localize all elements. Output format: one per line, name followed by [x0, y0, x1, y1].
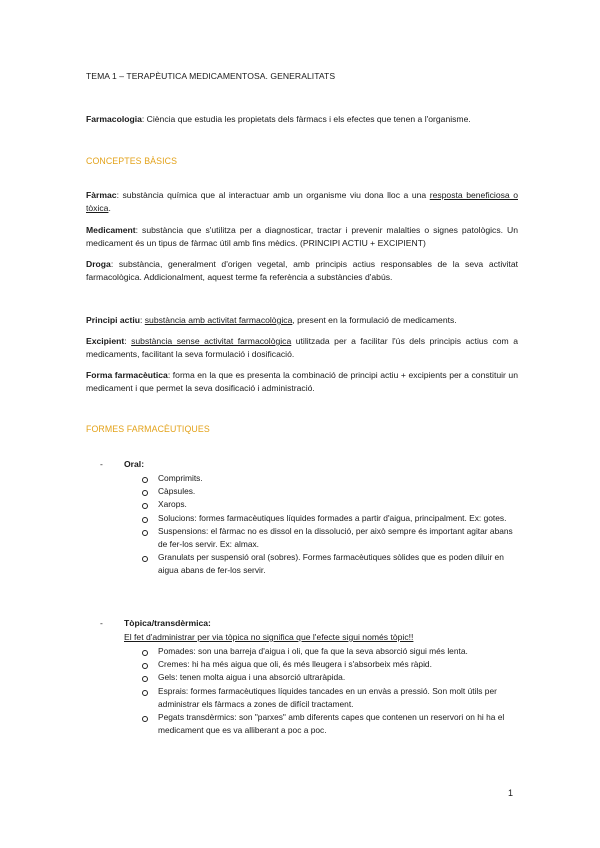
- circle-bullet-icon: [142, 650, 148, 656]
- list-item: Esprais: formes farmacèutiques líquides tancades en un envàs a pressió. Son molt útils per administrar els fàrmacs a zones de difícil tractament.: [146, 685, 516, 711]
- circle-bullet-icon: [142, 716, 148, 722]
- definition-medicament: Medicament: substància que s'utilitza per a diagnosticar, tractar i prevenir malalties o signes patològics. Un medicament és un tipus de fàrmac útil amb fins mèdics. (PRINCIPI ACTIU + EXCIPIENT): [86, 225, 518, 249]
- list-item: Solucions: formes farmacèutiques líquides formades a partir d'aigua, principalment. Ex: gotes.: [146, 512, 516, 525]
- term-medicament: Medicament: [86, 225, 136, 235]
- term-principi-actiu: Principi actiu: [86, 315, 140, 325]
- term-farmac: Fàrmac: [86, 190, 117, 200]
- definition-droga: Droga: substància, generalment d'origen vegetal, amb principis actius responsables de la seva activitat farmacològica. Addicionalment, aquest terme fa referència a substàncies d'abús.: [86, 259, 518, 283]
- definition-farmac: Fàrmac: substància química que al interactuar amb un organisme viu dona lloc a una resposta beneficiosa o tòxica.: [86, 190, 518, 214]
- document-title: TEMA 1 – TERAPÈUTICA MEDICAMENTOSA. GENERALITATS: [86, 71, 336, 81]
- circle-bullet-icon: [142, 556, 148, 562]
- term-droga: Droga: [86, 259, 111, 269]
- list-item: Suspensions: el fàrmac no es dissol en la dissolució, per això sempre és important agitar abans de fer-los servir. Ex: almax.: [146, 525, 516, 551]
- page-number: 1: [508, 788, 514, 798]
- circle-bullet-icon: [142, 663, 148, 669]
- oral-list: [146, 472, 516, 578]
- circle-bullet-icon: [142, 676, 148, 682]
- list-item: Comprimits.: [146, 472, 516, 485]
- circle-bullet-icon: [142, 490, 148, 496]
- oral-label: Oral:: [124, 459, 145, 469]
- list-item: Càpsules.: [146, 485, 516, 498]
- circle-bullet-icon: [142, 477, 148, 483]
- section-heading-formes: FORMES FARMACÈUTIQUES: [86, 424, 210, 434]
- topica-note: El fet d'administrar per via tòpica no significa que l'efecte sigui només tòpic!!: [124, 632, 414, 642]
- term-forma-farmaceutica: Forma farmacèutica: [86, 370, 168, 380]
- term-excipient: Excipient: [86, 336, 125, 346]
- term-farmacologia: Farmacologia: [86, 114, 142, 124]
- list-item: Pomades: son una barreja d'aigua i oli, que fa que la seva absorció sigui més lenta.: [146, 645, 516, 658]
- definition-forma-farmaceutica: Forma farmacèutica: forma en la que es presenta la combinació de principi actiu + excipients per a constituir un medicament i que permet la seva dosificació i administració.: [86, 370, 518, 394]
- circle-bullet-icon: [142, 517, 148, 523]
- circle-bullet-icon: [142, 530, 148, 536]
- topica-list: [146, 645, 516, 737]
- definition-principi-actiu: Principi actiu: substància amb activitat farmacològica, present en la formulació de medicaments.: [86, 315, 457, 325]
- dash-marker: -: [100, 618, 103, 628]
- list-item: Xarops.: [146, 498, 516, 511]
- section-heading-conceptes: CONCEPTES BÀSICS: [86, 156, 178, 166]
- list-item: Cremes: hi ha més aigua que oli, és més lleugera i s'absorbeix més ràpid.: [146, 658, 516, 671]
- dash-marker: -: [100, 459, 103, 469]
- definition-excipient: Excipient: substància sense activitat farmacològica utilitzada per a facilitar l'ús dels principis actius com a medicaments, facilitant la seva formulació i dosificació.: [86, 336, 518, 360]
- list-item: Pegats transdèrmics: son "parxes" amb diferents capes que contenen un reservori on hi ha el medicament que es va alliberant a poc a poc.: [146, 711, 516, 737]
- list-item: Gels: tenen molta aigua i una absorció ultraràpida.: [146, 671, 516, 684]
- topica-label: Tòpica/transdèrmica:: [124, 618, 211, 628]
- list-item: Granulats per suspensió oral (sobres). Formes farmacèutiques sòlides que es poden diluir en aigua abans de fer-los servir.: [146, 551, 516, 577]
- definition-farmacologia: Farmacologia: Ciència que estudia les propietats dels fàrmacs i els efectes que tenen a l'organisme.: [86, 114, 471, 124]
- circle-bullet-icon: [142, 503, 148, 509]
- circle-bullet-icon: [142, 690, 148, 696]
